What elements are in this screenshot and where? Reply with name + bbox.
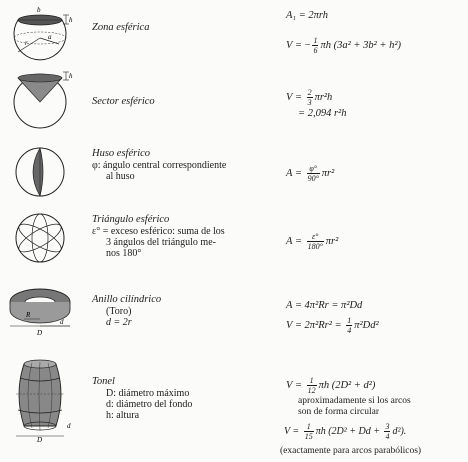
label-R: R — [26, 311, 31, 319]
torus-name: Anillo cilíndrico — [92, 294, 162, 305]
barrel-name: Tonel — [92, 376, 115, 387]
label-h: h — [69, 16, 73, 24]
spherical-zone-area-formula: A₁ = 2πrh — [286, 10, 329, 21]
spherical-zone-name: Zona esférica — [92, 22, 150, 33]
spherical-sector-volume-approx: = 2,094 r²h — [298, 108, 347, 119]
barrel-exact-note: (exactamente para arcos parabólicos) — [280, 446, 422, 456]
label-r: r — [25, 39, 28, 47]
label-h-sector: h — [69, 72, 73, 80]
label-d: d — [60, 318, 64, 326]
spherical-lune-description: φ: ángulo central correspondiente al huso — [92, 160, 227, 182]
barrel-description: D: diámetro máximo d: diámetro del fondo h: altura — [106, 388, 193, 421]
torus-area-formula: A = 4π²Rr = π²Dd — [286, 300, 363, 311]
label-D: D — [37, 329, 43, 337]
spherical-triangle-figure — [4, 202, 82, 274]
barrel-figure — [4, 356, 82, 442]
barrel-volume-approx-formula: V = $\frac{1}{12}$ πh (2D² + d²) — [286, 376, 376, 395]
torus-figure — [4, 280, 82, 342]
spherical-sector-name: Sector esférico — [92, 96, 155, 107]
label-D-barrel: D — [37, 436, 43, 442]
spherical-lune-area-formula: A = $\frac{\varphi^\circ}{90^\circ}$ πr² — [286, 164, 335, 183]
spherical-zone-volume-formula: V = − $\frac{1}{6}$ πh (3a² + 3b² + h²) — [286, 36, 401, 55]
spherical-triangle-name: Triángulo esférico — [92, 214, 170, 225]
spherical-sector-volume-formula: V = $\frac{2}{3}$ πr²h — [286, 88, 333, 107]
spherical-triangle-area-formula: A = $\frac{\varepsilon^\circ}{180^\circ}$ πr² — [286, 232, 339, 251]
label-b: b — [37, 6, 41, 14]
label-a: a — [48, 33, 52, 41]
barrel-approx-note: aproximadamente si los arcos son de forma circular — [298, 396, 411, 417]
torus-description: (Toro) d = 2r — [106, 306, 132, 328]
barrel-volume-exact-formula: V = $\frac{1}{15}$ πh (2D² + Dd + $\frac{3}{4}$ d²). — [284, 422, 407, 441]
torus-volume-formula: V = 2π²Rr² = $\frac{1}{4}$ π²Dd² — [286, 316, 379, 335]
spherical-sector-figure — [4, 66, 82, 138]
spherical-lune-figure — [4, 136, 82, 208]
spherical-triangle-description: ε° = exceso esférico: suma de los 3 ángulos del triángulo me- nos 180° — [92, 226, 225, 259]
label-d-barrel: d — [67, 422, 71, 430]
spherical-lune-name: Huso esférico — [92, 148, 151, 159]
